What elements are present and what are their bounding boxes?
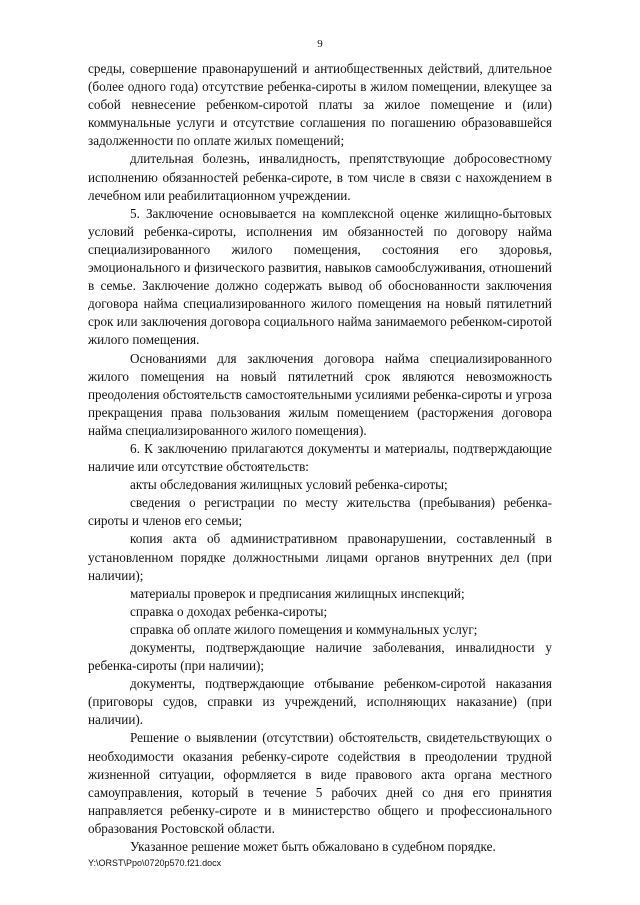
list-item: справка о доходах ребенка-сироты;	[130, 603, 328, 619]
paragraph: 6. К заключению прилагаются документы и материалы, подтверждающие наличие или отсутствие обстоятельств:	[88, 440, 552, 475]
paragraph: Указанное решение может быть обжаловано в судебном порядке.	[130, 839, 496, 855]
list-item: акты обследования жилищных условий ребенка-сироты;	[130, 477, 448, 493]
footer-file-path: Y:\ORST\Ppo\0720p570.f21.docx	[88, 858, 222, 868]
document-body	[88, 60, 552, 856]
page-number: 9	[317, 38, 323, 50]
list-item: документы, подтверждающие наличие заболевания, инвалидности у ребенка-сироты (при наличии);	[88, 640, 552, 674]
list-item: сведения о регистрации по месту жительства (пребывания) ребенка-сироты и членов его семьи;	[88, 495, 552, 529]
paragraph: Решение о выявлении (отсутствии) обстоятельств, свидетельствующих о необходимости оказания ребенку-сироте содействия в преодолении трудной жизненной ситуации, оформляется в виде правового акта органа местного самоуправления, который в течение 5 рабочих дней со дня его принятия направляется ребенку-сироте и в министерство общего и профессионального образования Ростовской области.	[88, 730, 552, 836]
paragraph: среды, совершение правонарушений и антиобщественных действий, длительное (более одного года) отсутствие ребенка-сироты в жилом помещении, влекущее за собой невнесение ребенком-сиротой платы за жилое помещение и (или) коммунальные услуги и отсутствие соглашения по погашению образовавшейся задолженности по оплате жилых помещений;	[88, 61, 552, 149]
paragraph: Основаниями для заключения договора найма специализированного жилого помещения на новый пятилетний срок являются невозможность преодоления обстоятельств самостоятельными усилиями ребенка-сироты и угроза прекращения права пользования жилым помещением (расторжения договора найма специализированного жилого помещения).	[88, 350, 552, 438]
list-item: копия акта об административном правонарушении, составленный в установленном порядке должностными лицами органов внутренних дел (при наличии);	[88, 531, 552, 583]
paragraph: длительная болезнь, инвалидность, препятствующие добросовестному исполнению обязанностей ребенка-сироте, в том числе в связи с нахождением в лечебном или реабилитационном учреждении.	[88, 151, 552, 203]
paragraph: 5. Заключение основывается на комплексной оценке жилищно-бытовых условий ребенка-сироты, исполнения им обязанностей по договору найма специализированного жилого помещения, состояния его здоровья, эмоционального и физического развития, навыков самообслуживания, отношений в семье. Заключение должно содержать вывод об обоснованности заключения договора найма специализированного жилого помещения на новый пятилетний срок или заключения договора социального найма занимаемого ребенком-сиротой жилого помещения.	[88, 205, 552, 348]
list-item: материалы проверок и предписания жилищных инспекций;	[130, 585, 465, 601]
list-item: документы, подтверждающие отбывание ребенком-сиротой наказания (приговоры судов, справки из учреждений, исполняющих наказание) (при наличии).	[88, 676, 552, 728]
list-item: справка об оплате жилого помещения и коммунальных услуг;	[130, 621, 478, 637]
